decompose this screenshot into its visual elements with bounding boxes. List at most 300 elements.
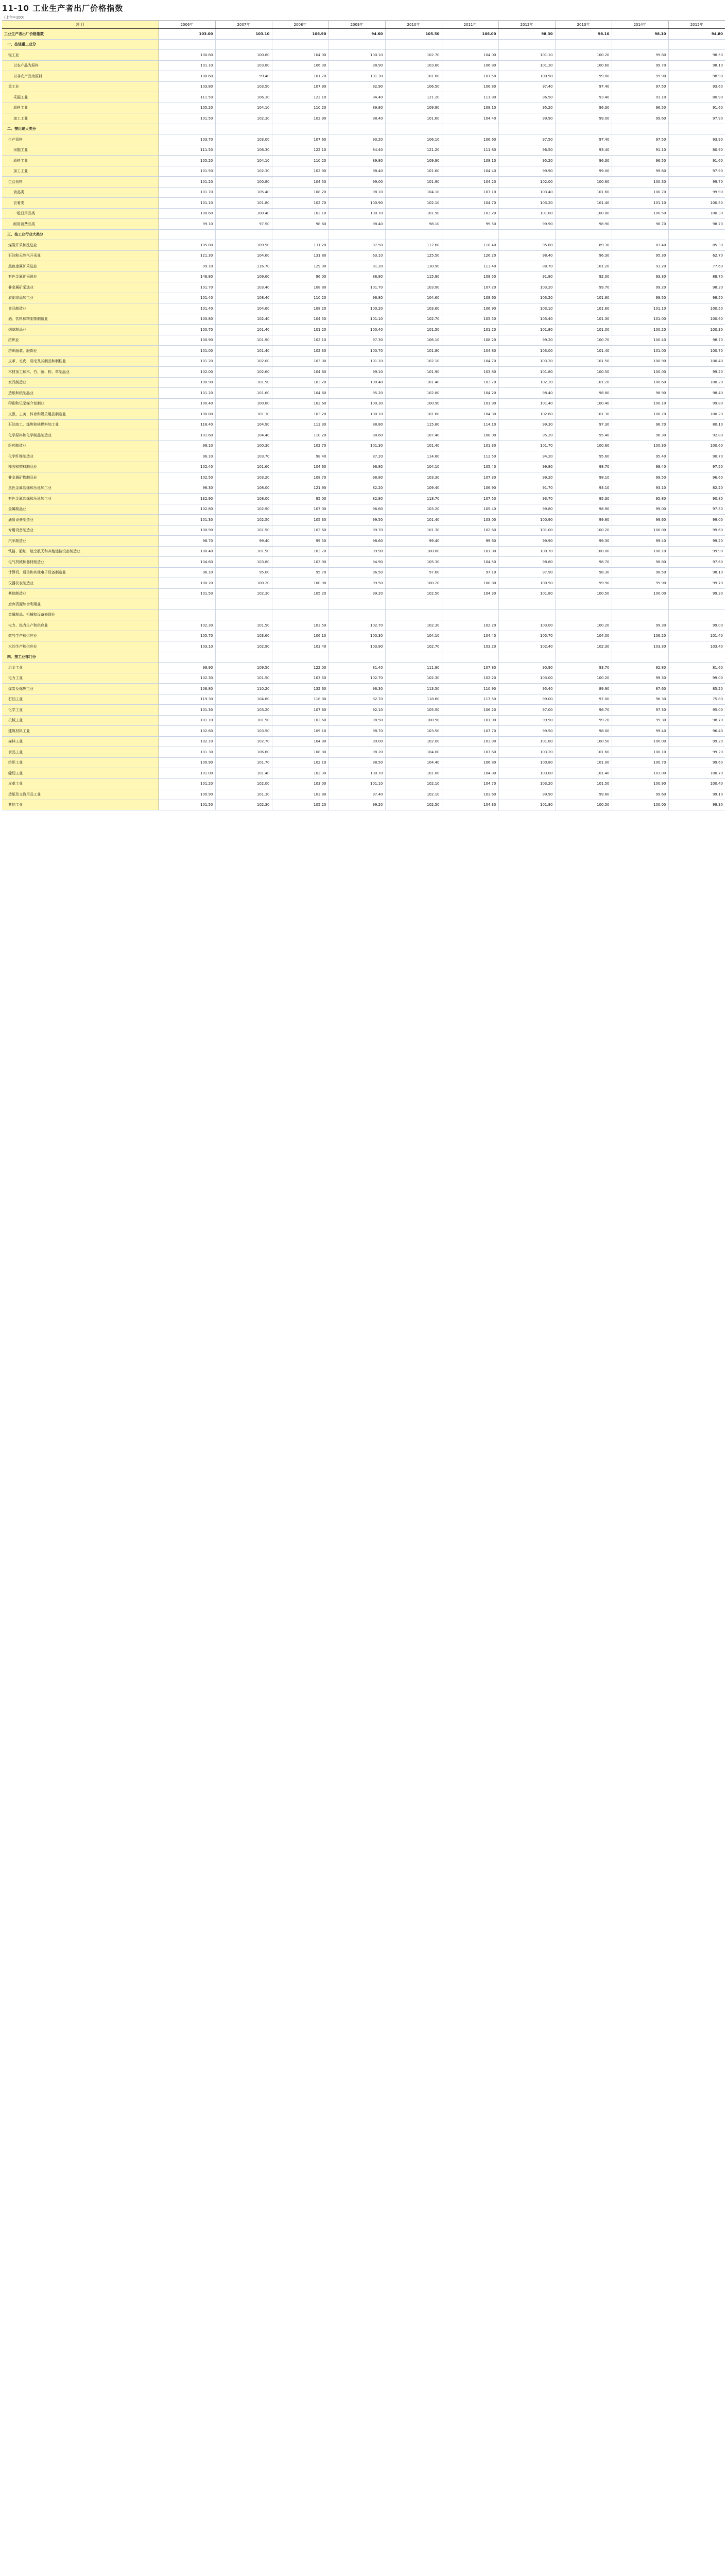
value-cell: 103.80 [272, 789, 328, 800]
value-cell: 100.10 [612, 398, 668, 409]
table-row [2, 261, 725, 272]
value-cell: 102.30 [215, 113, 272, 124]
value-cell: 100.60 [555, 60, 612, 71]
value-cell: 101.00 [159, 346, 215, 357]
value-cell [498, 229, 555, 240]
value-cell: 100.20 [555, 50, 612, 61]
value-cell: 103.70 [272, 546, 328, 557]
value-cell: 100.20 [328, 303, 385, 314]
value-cell: 103.90 [385, 282, 442, 293]
value-cell: 104.60 [272, 388, 328, 399]
row-label: 缝纫工业 [2, 768, 159, 779]
value-cell: 97.50 [612, 134, 668, 145]
value-cell [328, 39, 385, 50]
value-cell [159, 229, 215, 240]
value-cell: 101.50 [215, 377, 272, 388]
value-cell [215, 599, 272, 610]
value-cell: 99.60 [668, 757, 725, 768]
value-cell: 100.40 [159, 398, 215, 409]
value-cell: 101.50 [159, 113, 215, 124]
value-cell: 99.10 [159, 261, 215, 272]
value-cell [555, 39, 612, 50]
value-cell: 100.20 [159, 578, 215, 589]
value-cell: 104.40 [442, 631, 498, 641]
value-cell: 102.70 [272, 198, 328, 209]
value-cell: 95.00 [272, 494, 328, 504]
value-cell: 105.20 [159, 103, 215, 113]
row-label: 计算机、通信和其他电子设备制造业 [2, 567, 159, 578]
value-cell: 99.20 [498, 335, 555, 346]
value-cell: 99.20 [498, 472, 555, 483]
value-cell: 98.50 [668, 50, 725, 61]
value-cell: 100.20 [668, 409, 725, 420]
value-cell: 101.00 [612, 346, 668, 357]
value-cell: 98.10 [385, 219, 442, 230]
value-cell: 93.10 [612, 483, 668, 494]
value-cell: 98.40 [328, 166, 385, 177]
value-cell: 100.70 [328, 208, 385, 219]
value-cell: 98.40 [668, 388, 725, 399]
value-cell: 118.80 [272, 694, 328, 705]
value-cell: 96.00 [272, 272, 328, 282]
table-row [2, 673, 725, 684]
table-header-row [2, 21, 725, 29]
value-cell: 101.50 [215, 673, 272, 684]
value-cell: 104.10 [385, 187, 442, 198]
value-cell: 97.30 [612, 705, 668, 716]
table-row [2, 663, 725, 673]
value-cell: 102.00 [385, 736, 442, 747]
value-cell: 104.80 [215, 694, 272, 705]
value-cell: 103.30 [612, 641, 668, 652]
value-cell: 97.00 [498, 705, 555, 716]
value-cell: 100.50 [555, 800, 612, 810]
value-cell: 101.50 [215, 715, 272, 726]
value-cell: 102.50 [385, 800, 442, 810]
value-cell: 100.90 [159, 525, 215, 536]
value-cell: 99.00 [668, 515, 725, 526]
value-cell: 98.60 [272, 219, 328, 230]
value-cell: 101.10 [159, 60, 215, 71]
value-cell: 100.30 [612, 440, 668, 451]
value-cell: 105.70 [159, 631, 215, 641]
value-cell: 96.50 [498, 145, 555, 156]
value-cell: 100.90 [498, 515, 555, 526]
row-label: 烟草制品业 [2, 325, 159, 335]
value-cell: 98.50 [328, 757, 385, 768]
value-cell: 101.60 [555, 187, 612, 198]
value-cell: 101.70 [215, 757, 272, 768]
value-cell: 98.60 [328, 536, 385, 547]
row-label: 冶金工业 [2, 663, 159, 673]
value-cell: 103.90 [328, 641, 385, 652]
value-cell: 131.20 [272, 240, 328, 251]
value-cell: 110.20 [272, 103, 328, 113]
value-cell [612, 599, 668, 610]
value-cell: 100.20 [555, 620, 612, 631]
value-cell: 99.20 [668, 367, 725, 378]
value-cell: 100.40 [668, 778, 725, 789]
table-row [2, 504, 725, 515]
value-cell: 98.10 [668, 60, 725, 71]
table-row [2, 356, 725, 367]
value-cell: 98.90 [555, 219, 612, 230]
value-cell [555, 609, 612, 620]
value-cell: 107.60 [442, 747, 498, 758]
value-cell: 98.30 [159, 483, 215, 494]
value-cell: 103.70 [442, 377, 498, 388]
value-cell [498, 609, 555, 620]
table-row [2, 515, 725, 526]
value-cell: 104.30 [442, 588, 498, 599]
value-cell [215, 124, 272, 134]
row-label: 黑色金属矿采选业 [2, 261, 159, 272]
table-row [2, 177, 725, 188]
table-row [2, 599, 725, 610]
value-cell: 99.90 [498, 536, 555, 547]
value-cell: 103.00 [498, 346, 555, 357]
value-cell: 107.10 [442, 187, 498, 198]
value-cell: 101.50 [159, 166, 215, 177]
value-cell [442, 39, 498, 50]
value-cell: 106.90 [442, 483, 498, 494]
value-cell: 102.30 [555, 641, 612, 652]
value-cell: 98.30 [555, 567, 612, 578]
value-cell: 103.40 [272, 641, 328, 652]
value-cell: 108.80 [272, 747, 328, 758]
table-row [2, 71, 725, 82]
value-cell: 99.60 [612, 166, 668, 177]
value-cell: 106.50 [385, 81, 442, 92]
value-cell: 99.60 [668, 525, 725, 536]
value-cell: 101.30 [555, 314, 612, 325]
value-cell: 100.10 [328, 409, 385, 420]
table-row [2, 546, 725, 557]
value-cell: 99.40 [612, 536, 668, 547]
value-cell: 104.80 [272, 736, 328, 747]
value-cell: 108.80 [272, 282, 328, 293]
value-cell: 102.20 [442, 620, 498, 631]
value-cell: 100.80 [215, 398, 272, 409]
value-cell: 101.10 [159, 715, 215, 726]
table-row [2, 81, 725, 92]
value-cell: 104.40 [385, 757, 442, 768]
value-cell: 100.70 [328, 768, 385, 779]
table-row [2, 736, 725, 747]
value-cell [385, 124, 442, 134]
value-cell: 95.40 [498, 684, 555, 694]
value-cell: 88.60 [328, 430, 385, 441]
value-cell: 100.60 [159, 208, 215, 219]
table-row [2, 451, 725, 462]
value-cell: 99.60 [442, 536, 498, 547]
value-cell: 96.30 [612, 430, 668, 441]
value-cell: 100.50 [668, 303, 725, 314]
value-cell: 101.80 [498, 800, 555, 810]
value-cell: 104.50 [272, 177, 328, 188]
value-cell: 103.50 [215, 726, 272, 737]
value-cell: 103.10 [215, 29, 272, 40]
value-cell: 110.20 [272, 156, 328, 166]
value-cell: 91.70 [498, 483, 555, 494]
value-cell: 96.80 [328, 293, 385, 303]
value-cell: 100.40 [612, 335, 668, 346]
value-cell: 102.80 [385, 388, 442, 399]
row-label: 文教、工美、体育和娱乐用品制造业 [2, 409, 159, 420]
value-cell: 98.30 [668, 282, 725, 293]
value-cell [668, 652, 725, 663]
row-label: 一、按轻重工业分 [2, 39, 159, 50]
value-cell: 102.40 [215, 314, 272, 325]
value-cell: 101.20 [159, 177, 215, 188]
value-cell: 96.50 [612, 103, 668, 113]
table-row [2, 198, 725, 209]
value-cell: 101.00 [498, 525, 555, 536]
value-cell [215, 652, 272, 663]
row-label: 工业生产者出厂价格指数 [2, 29, 159, 40]
value-cell: 102.20 [498, 377, 555, 388]
value-cell: 104.00 [442, 50, 498, 61]
row-label: 化学工业 [2, 705, 159, 716]
table-row [2, 103, 725, 113]
value-cell: 103.60 [272, 525, 328, 536]
value-cell: 96.30 [612, 694, 668, 705]
value-cell: 104.60 [215, 250, 272, 261]
value-cell: 103.20 [498, 778, 555, 789]
value-cell: 99.20 [555, 715, 612, 726]
value-cell: 105.20 [272, 800, 328, 810]
value-cell: 109.90 [385, 156, 442, 166]
table-row [2, 494, 725, 504]
value-cell: 96.80 [328, 462, 385, 472]
row-label: 原料工业 [2, 103, 159, 113]
row-label: 食品制造业 [2, 303, 159, 314]
value-cell: 96.30 [555, 103, 612, 113]
value-cell: 101.40 [215, 325, 272, 335]
row-label: 印刷和记录媒介复制业 [2, 398, 159, 409]
value-cell: 102.60 [498, 409, 555, 420]
value-cell: 99.40 [385, 536, 442, 547]
value-cell: 103.00 [498, 620, 555, 631]
value-cell [215, 609, 272, 620]
value-cell: 102.10 [385, 789, 442, 800]
row-label: 黑色金属冶炼和压延加工业 [2, 483, 159, 494]
value-cell: 97.40 [328, 789, 385, 800]
value-cell: 99.20 [328, 800, 385, 810]
value-cell: 96.50 [328, 567, 385, 578]
table-row [2, 398, 725, 409]
value-cell: 95.70 [272, 567, 328, 578]
value-cell: 102.00 [215, 778, 272, 789]
value-cell: 102.00 [215, 356, 272, 367]
row-label: 非金属矿物制品业 [2, 472, 159, 483]
value-cell: 100.50 [612, 208, 668, 219]
value-cell: 100.60 [555, 177, 612, 188]
value-cell [612, 652, 668, 663]
table-row [2, 409, 725, 420]
value-cell: 103.20 [385, 504, 442, 515]
value-cell: 101.90 [385, 177, 442, 188]
value-cell: 98.10 [328, 187, 385, 198]
value-cell: 91.10 [612, 145, 668, 156]
table-row [2, 113, 725, 124]
table-body [2, 29, 725, 810]
value-cell: 102.90 [215, 504, 272, 515]
value-cell: 121.90 [272, 483, 328, 494]
value-cell: 99.30 [612, 673, 668, 684]
row-label: 煤炭及炼焦工业 [2, 684, 159, 694]
value-cell: 100.80 [159, 409, 215, 420]
value-cell: 99.70 [612, 60, 668, 71]
value-cell: 106.10 [272, 631, 328, 641]
value-cell: 131.80 [272, 250, 328, 261]
value-cell: 106.80 [442, 60, 498, 71]
value-cell: 84.40 [328, 92, 385, 103]
value-cell: 102.60 [159, 726, 215, 737]
value-cell: 99.90 [498, 113, 555, 124]
table-row [2, 778, 725, 789]
value-cell: 62.70 [668, 250, 725, 261]
value-cell: 98.90 [668, 71, 725, 82]
value-cell: 101.50 [385, 325, 442, 335]
column-header-year: 2009年 [328, 21, 385, 29]
table-row [2, 726, 725, 737]
value-cell: 99.70 [668, 578, 725, 589]
value-cell: 85.20 [668, 684, 725, 694]
row-label: 二、按用途大类分 [2, 124, 159, 134]
value-cell: 102.90 [215, 641, 272, 652]
row-label: 电力、热力生产和供应业 [2, 620, 159, 631]
value-cell [555, 124, 612, 134]
table-row [2, 60, 725, 71]
table-row [2, 440, 725, 451]
value-cell: 96.50 [498, 92, 555, 103]
value-cell: 101.30 [215, 409, 272, 420]
value-cell: 102.10 [385, 198, 442, 209]
row-label: 有色金属冶炼和压延加工业 [2, 494, 159, 504]
value-cell: 99.20 [612, 282, 668, 293]
value-cell: 99.40 [612, 726, 668, 737]
value-cell: 106.80 [442, 757, 498, 768]
value-cell: 101.10 [498, 50, 555, 61]
row-label: 建筑材料工业 [2, 726, 159, 737]
row-label: 皮革、毛皮、羽毛及其制品和制鞋业 [2, 356, 159, 367]
value-cell: 103.00 [272, 356, 328, 367]
value-cell [668, 124, 725, 134]
value-cell: 104.40 [442, 113, 498, 124]
value-cell: 100.40 [555, 398, 612, 409]
value-cell: 99.90 [159, 663, 215, 673]
row-label: 采掘工业 [2, 145, 159, 156]
value-cell: 99.30 [612, 715, 668, 726]
row-label: 皮革工业 [2, 778, 159, 789]
value-cell: 101.10 [612, 198, 668, 209]
value-cell: 99.80 [612, 50, 668, 61]
value-cell: 100.40 [328, 377, 385, 388]
value-cell: 104.40 [442, 166, 498, 177]
value-cell: 113.30 [272, 419, 328, 430]
value-cell: 102.20 [442, 673, 498, 684]
value-cell: 101.20 [442, 325, 498, 335]
value-cell: 99.00 [555, 113, 612, 124]
value-cell: 97.30 [555, 419, 612, 430]
value-cell: 100.70 [159, 325, 215, 335]
value-cell: 103.70 [215, 451, 272, 462]
value-cell: 106.20 [612, 631, 668, 641]
value-cell: 99.90 [328, 546, 385, 557]
value-cell: 100.60 [612, 377, 668, 388]
value-cell: 99.30 [555, 536, 612, 547]
value-cell: 98.40 [498, 250, 555, 261]
row-label: 造纸及文教用品工业 [2, 789, 159, 800]
value-cell: 96.30 [555, 156, 612, 166]
value-cell: 110.90 [442, 684, 498, 694]
value-cell: 101.40 [385, 440, 442, 451]
value-cell: 98.90 [612, 388, 668, 399]
value-cell: 101.00 [555, 757, 612, 768]
value-cell: 98.90 [555, 504, 612, 515]
value-cell [442, 599, 498, 610]
value-cell: 103.60 [442, 789, 498, 800]
row-label: 其他工业 [2, 800, 159, 810]
table-row [2, 240, 725, 251]
value-cell: 103.20 [215, 472, 272, 483]
value-cell: 101.70 [498, 440, 555, 451]
value-cell [612, 39, 668, 50]
value-cell: 99.20 [668, 536, 725, 547]
row-label: 造纸和纸制品业 [2, 388, 159, 399]
value-cell: 109.90 [385, 103, 442, 113]
value-cell: 121.30 [159, 250, 215, 261]
value-cell: 108.40 [215, 293, 272, 303]
value-cell [272, 124, 328, 134]
table-row [2, 800, 725, 810]
value-cell: 119.30 [159, 694, 215, 705]
value-cell: 101.80 [215, 198, 272, 209]
value-cell: 92.00 [555, 272, 612, 282]
value-cell: 100.40 [328, 325, 385, 335]
value-cell: 90.70 [668, 451, 725, 462]
value-cell [442, 609, 498, 620]
row-label: 纺织工业 [2, 757, 159, 768]
value-cell: 104.60 [272, 462, 328, 472]
value-cell: 104.70 [442, 356, 498, 367]
value-cell: 126.20 [442, 250, 498, 261]
table-row [2, 768, 725, 779]
value-cell [385, 229, 442, 240]
value-cell: 118.60 [385, 694, 442, 705]
table-row [2, 430, 725, 441]
row-label: 有色金属矿采选业 [2, 272, 159, 282]
value-cell: 101.10 [612, 303, 668, 314]
value-cell: 98.30 [498, 29, 555, 40]
value-cell [555, 229, 612, 240]
table-row [2, 282, 725, 293]
value-cell: 98.10 [668, 567, 725, 578]
value-cell: 101.50 [215, 525, 272, 536]
table-row [2, 50, 725, 61]
table-row [2, 314, 725, 325]
value-cell: 100.10 [328, 50, 385, 61]
value-cell: 88.80 [328, 419, 385, 430]
value-cell: 102.70 [385, 641, 442, 652]
value-cell: 98.00 [555, 726, 612, 737]
table-row [2, 705, 725, 716]
value-cell: 100.40 [668, 356, 725, 367]
value-cell: 98.70 [668, 715, 725, 726]
value-cell: 99.00 [668, 620, 725, 631]
row-label: 食品类 [2, 187, 159, 198]
